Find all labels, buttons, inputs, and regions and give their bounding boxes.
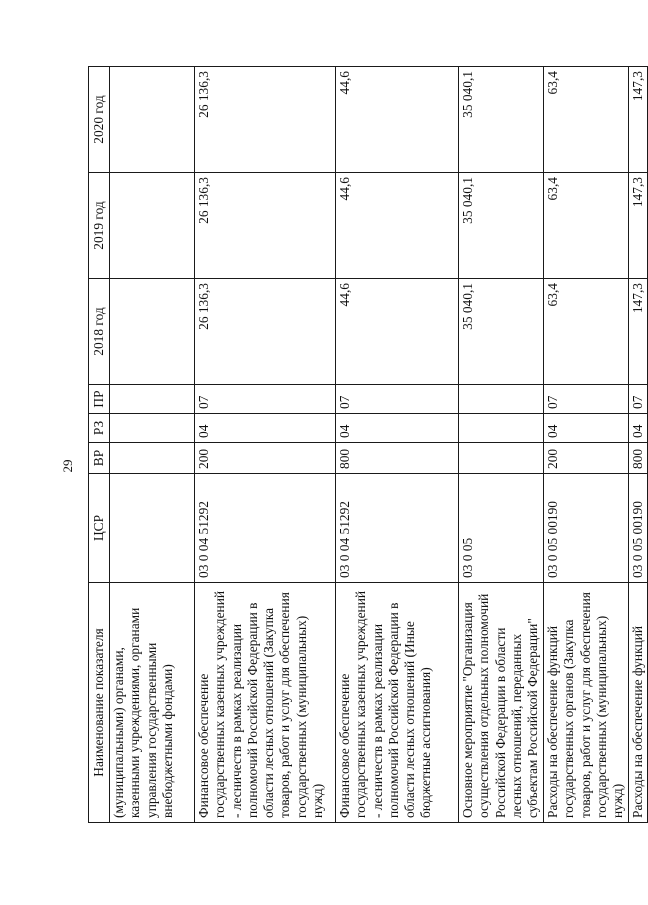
cell-vr: 200 [544, 443, 629, 474]
cell-empty [110, 414, 195, 443]
header-vr: ВР [89, 443, 110, 474]
cell-pr: 07 [336, 385, 459, 414]
cell-empty [110, 279, 195, 385]
table-row [195, 67, 336, 823]
cell-vr: 200 [195, 443, 336, 474]
header-2018: 2018 год [89, 279, 110, 385]
cell-rz [459, 414, 544, 443]
cell-2020: 147,3 [629, 67, 648, 173]
cell-2018: 44,6 [336, 279, 459, 385]
cell-vr [459, 443, 544, 474]
cell-2020: 35 040,1 [459, 67, 544, 173]
cell-2018: 63,4 [544, 279, 629, 385]
cell-csr: 03 0 05 00190 [544, 474, 629, 583]
header-pr: ПР [89, 385, 110, 414]
cell-csr: 03 0 05 00190 [629, 474, 648, 583]
table-row [459, 67, 544, 823]
table-row [544, 67, 629, 823]
cell-2018: 35 040,1 [459, 279, 544, 385]
cell-2019: 35 040,1 [459, 173, 544, 279]
cell-rz: 04 [195, 414, 336, 443]
cell-2019: 147,3 [629, 173, 648, 279]
cell-empty [110, 173, 195, 279]
cell-2018: 26 136,3 [195, 279, 336, 385]
cell-2020: 44,6 [336, 67, 459, 173]
table-row [629, 67, 648, 823]
cell-empty [110, 385, 195, 414]
cell-2020: 63,4 [544, 67, 629, 173]
cell-2019: 63,4 [544, 173, 629, 279]
header-2020: 2020 год [89, 67, 110, 173]
table-header-row [89, 67, 110, 823]
cell-name: Расходы на обеспечение функций [629, 583, 648, 823]
header-2019: 2019 год [89, 173, 110, 279]
cell-pr: 07 [544, 385, 629, 414]
cell-vr: 800 [336, 443, 459, 474]
header-csr: ЦСР [89, 474, 110, 583]
table-row-continuation [110, 67, 195, 823]
cell-2019: 26 136,3 [195, 173, 336, 279]
cell-2020: 26 136,3 [195, 67, 336, 173]
cell-empty [110, 67, 195, 173]
cell-vr: 800 [629, 443, 648, 474]
cell-csr: 03 0 04 51292 [336, 474, 459, 583]
cell-csr: 03 0 05 [459, 474, 544, 583]
cell-empty [110, 474, 195, 583]
rotated-page-content [88, 67, 645, 823]
header-name: Наименование показателя [89, 583, 110, 823]
header-rz: РЗ [89, 414, 110, 443]
table-row [336, 67, 459, 823]
cell-name: Основное мероприятие "Организация осуществления отдельных полномочий Российской Федерации в области лесных отношений, переданных субъектам Российской Федерации" [459, 583, 544, 823]
page-number: 29 [60, 459, 75, 473]
cell-rz: 04 [544, 414, 629, 443]
cell-2018: 147,3 [629, 279, 648, 385]
cell-csr: 03 0 04 51292 [195, 474, 336, 583]
budget-table [88, 66, 648, 823]
cell-rz: 04 [629, 414, 648, 443]
cell-pr: 07 [195, 385, 336, 414]
cell-name: (муниципальными) органами, казенными учреждениями, органами управления государственными внебюджетными фондами) [110, 583, 195, 823]
cell-2019: 44,6 [336, 173, 459, 279]
cell-pr: 07 [629, 385, 648, 414]
cell-name: Финансовое обеспечение государственных казенных учреждений - лесничеств в рамках реализации полномочий Российской Федерации в области лесных отношений (Иные бюджетные ассигнования) [336, 583, 459, 823]
cell-name: Финансовое обеспечение государственных казенных учреждений - лесничеств в рамках реализации полномочий Российской Федерации в области лесных отношений (Закупка товаров, работ и услуг для обеспечения государственных (муниципальных) нужд) [195, 583, 336, 823]
cell-name: Расходы на обеспечение функций государственных органов (Закупка товаров, работ и услуг для обеспечения государственных (муниципальных) нужд) [544, 583, 629, 823]
cell-rz: 04 [336, 414, 459, 443]
cell-pr [459, 385, 544, 414]
cell-empty [110, 443, 195, 474]
